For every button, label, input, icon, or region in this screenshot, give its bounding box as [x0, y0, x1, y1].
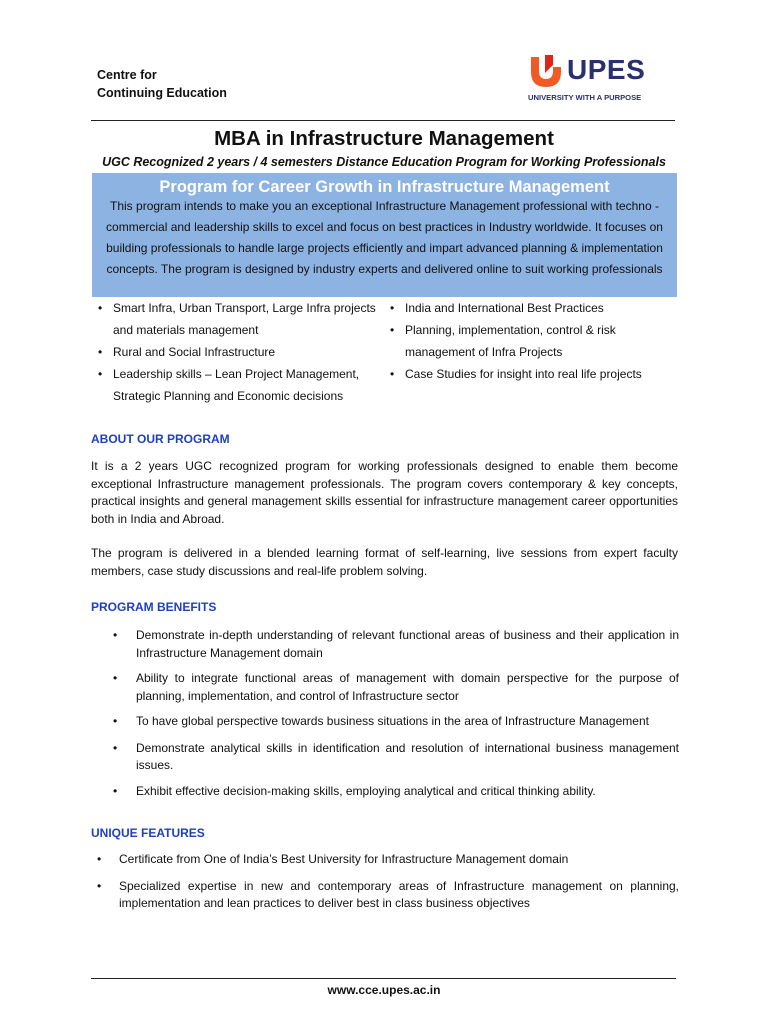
list-item: • Smart Infra, Urban Transport, Large Infra projects and materials management — [92, 297, 377, 341]
list-item: • Specialized expertise in new and contemporary areas of Infrastructure management on planning, implementation and lean practices to deliver best in class business objectives — [91, 878, 679, 913]
header-divider — [91, 120, 675, 121]
about-paragraph-2: The program is delivered in a blended learning format of self-learning, live sessions from expert faculty members, case study discussions and real-life problem solving. — [91, 546, 678, 578]
unique-heading: UNIQUE FEATURES — [91, 826, 205, 840]
page-title: MBA in Infrastructure Management — [214, 127, 554, 150]
list-item: • India and International Best Practices — [384, 297, 679, 319]
feature-list-left — [92, 297, 377, 407]
feature-list-right — [384, 297, 679, 385]
footer-divider — [91, 978, 676, 979]
centre-line-2: Continuing Education — [97, 86, 227, 100]
program-banner — [92, 173, 677, 297]
about-heading: ABOUT OUR PROGRAM — [91, 432, 230, 446]
list-item: • Ability to integrate functional areas of management with domain perspective for the purpose of planning, implementation, and control of Infrastructure sector — [91, 670, 679, 705]
upes-logo-mark-icon — [528, 53, 564, 89]
upes-logo — [528, 53, 658, 105]
list-item: • Planning, implementation, control & risk management of Infra Projects — [384, 319, 679, 363]
benefits-list — [91, 627, 679, 800]
banner-heading: Program for Career Growth in Infrastructure Management — [159, 178, 610, 196]
about-paragraph-1: It is a 2 years UGC recognized program for working professionals designed to enable them become exceptional Infrastructure management professionals. The program covers contemporary & key concepts, practical insights and general management skills essential for infrastructure management career opportunities both in India and Abroad. — [91, 459, 678, 526]
footer-url[interactable]: www.cce.upes.ac.in — [327, 983, 441, 997]
banner-text: This program intends to make you an exceptional Infrastructure Management professional with techno - commercial and leadership skills to excel and focus on best practices in Industry worldwide. It focuses on building professionals to handle large projects efficiently and impart advanced planning & implementation concepts. The program is designed by industry experts and delivered online to suit working professionals — [106, 199, 663, 276]
page-subtitle: UGC Recognized 2 years / 4 semesters Distance Education Program for Working Professionals — [102, 155, 666, 169]
list-item: • Certificate from One of India’s Best University for Infrastructure Management domain — [91, 851, 679, 869]
list-item: • Demonstrate in-depth understanding of relevant functional areas of business and their application in Infrastructure Management domain — [91, 627, 679, 662]
centre-name — [97, 66, 227, 102]
unique-list — [91, 851, 679, 913]
centre-line-1: Centre for — [97, 68, 157, 82]
logo-wordmark: UPES — [567, 54, 646, 85]
logo-tagline: UNIVERSITY WITH A PURPOSE — [528, 93, 642, 102]
list-item: • Leadership skills – Lean Project Management, Strategic Planning and Economic decisions — [92, 363, 377, 407]
benefits-heading: PROGRAM BENEFITS — [91, 600, 217, 614]
list-item: • Rural and Social Infrastructure — [92, 341, 377, 363]
list-item: • Exhibit effective decision-making skills, employing analytical and critical thinking ability. — [91, 783, 679, 801]
list-item: • Case Studies for insight into real life projects — [384, 363, 679, 385]
list-item: • Demonstrate analytical skills in identification and resolution of international business management issues. — [91, 740, 679, 775]
list-item: • To have global perspective towards business situations in the area of Infrastructure Management — [91, 713, 679, 731]
